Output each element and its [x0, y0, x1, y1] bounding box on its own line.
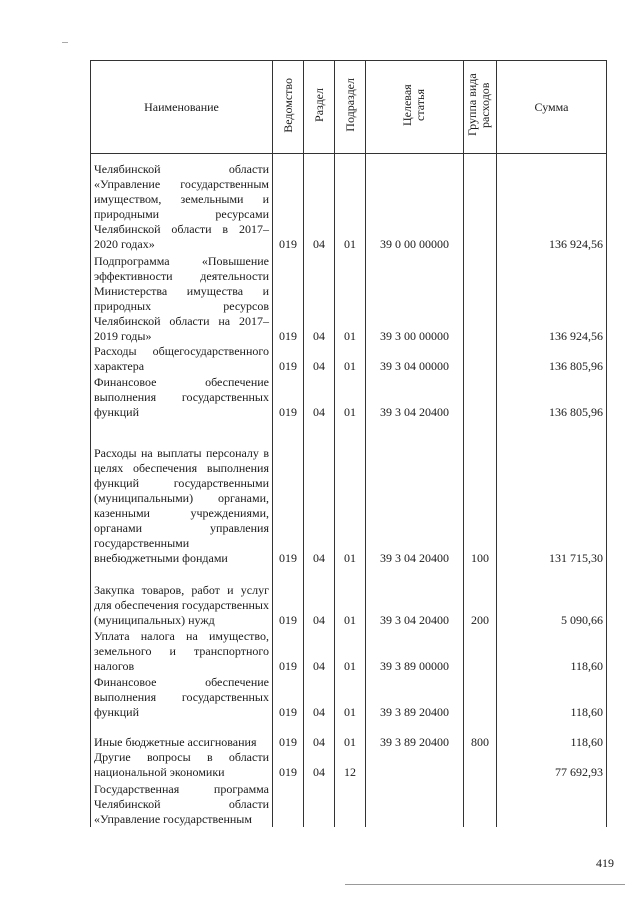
row-group	[464, 374, 497, 420]
header-amount: Сумма	[497, 61, 607, 154]
row-section: 04	[304, 374, 335, 420]
row-section	[304, 780, 335, 827]
table-row	[91, 252, 607, 344]
table-row	[91, 154, 607, 252]
header-target-article: Целевая статья	[366, 61, 464, 154]
row-subsection: 01	[335, 674, 366, 720]
row-section: 04	[304, 750, 335, 780]
row-dept	[273, 780, 304, 827]
header-section: Раздел	[304, 61, 335, 154]
table-row	[91, 628, 607, 674]
row-article	[366, 780, 464, 827]
row-section: 04	[304, 628, 335, 674]
row-article: 39 3 89 20400	[366, 720, 464, 750]
row-article: 39 3 89 20400	[366, 674, 464, 720]
row-name: Иные бюджетные ассигнования	[91, 720, 273, 750]
scan-mark	[62, 42, 68, 43]
row-dept: 019	[273, 674, 304, 720]
row-name: Закупка товаров, работ и услуг для обеспечения государственных (муниципальных) нужд	[91, 566, 273, 628]
table-row	[91, 674, 607, 720]
row-name: Расходы общегосударственного характера	[91, 344, 273, 374]
row-dept: 019	[273, 750, 304, 780]
row-name: Государственная программа Челябинской области «Управление государственным	[91, 780, 273, 827]
row-group	[464, 674, 497, 720]
header-name: Наименование	[91, 61, 273, 154]
row-dept: 019	[273, 720, 304, 750]
table-header-row	[91, 61, 607, 154]
row-name: Расходы на выплаты персоналу в целях обеспечения выполнения функций государственными (муниципальными) органами, казенными учреждениями, органами управления государственными внебюджетными фондами	[91, 420, 273, 566]
row-group	[464, 780, 497, 827]
row-subsection: 01	[335, 344, 366, 374]
row-subsection: 01	[335, 154, 366, 252]
row-subsection: 01	[335, 628, 366, 674]
row-article: 39 3 04 20400	[366, 420, 464, 566]
row-subsection: 12	[335, 750, 366, 780]
row-article	[366, 750, 464, 780]
header-dept: Ведомство	[273, 61, 304, 154]
row-article: 39 3 89 00000	[366, 628, 464, 674]
row-section: 04	[304, 720, 335, 750]
row-amount: 136 805,96	[497, 344, 607, 374]
row-group: 200	[464, 566, 497, 628]
row-name: Челябинской области «Управление государственным имуществом, земельными и природными ресурсами Челябинской области в 2017–2020 годах»	[91, 154, 273, 252]
table-row	[91, 566, 607, 628]
row-section: 04	[304, 252, 335, 344]
row-group: 100	[464, 420, 497, 566]
row-amount: 118,60	[497, 628, 607, 674]
row-name: Финансовое обеспечение выполнения государственных функций	[91, 674, 273, 720]
row-group	[464, 252, 497, 344]
row-section: 04	[304, 344, 335, 374]
row-amount: 131 715,30	[497, 420, 607, 566]
row-subsection: 01	[335, 720, 366, 750]
row-dept: 019	[273, 252, 304, 344]
row-amount: 77 692,93	[497, 750, 607, 780]
row-group	[464, 628, 497, 674]
table-row	[91, 720, 607, 750]
row-article: 39 3 04 00000	[366, 344, 464, 374]
row-dept: 019	[273, 344, 304, 374]
row-dept: 019	[273, 628, 304, 674]
row-section: 04	[304, 420, 335, 566]
row-subsection: 01	[335, 420, 366, 566]
row-amount: 5 090,66	[497, 566, 607, 628]
row-dept: 019	[273, 420, 304, 566]
row-article: 39 3 00 00000	[366, 252, 464, 344]
row-name: Финансовое обеспечение выполнения государственных функций	[91, 374, 273, 420]
table-row	[91, 344, 607, 374]
table-row	[91, 374, 607, 420]
header-subsection: Подраздел	[335, 61, 366, 154]
row-amount: 136 924,56	[497, 154, 607, 252]
row-dept: 019	[273, 154, 304, 252]
row-article: 39 3 04 20400	[366, 374, 464, 420]
footer-rule	[345, 884, 625, 885]
row-group	[464, 344, 497, 374]
row-section: 04	[304, 154, 335, 252]
page-number: 419	[596, 856, 614, 870]
row-subsection: 01	[335, 252, 366, 344]
row-amount	[497, 780, 607, 827]
row-name: Уплата налога на имущество, земельного и транспортного налогов	[91, 628, 273, 674]
row-article: 39 0 00 00000	[366, 154, 464, 252]
row-subsection: 01	[335, 566, 366, 628]
row-amount: 136 805,96	[497, 374, 607, 420]
row-amount: 118,60	[497, 674, 607, 720]
row-name: Подпрограмма «Повышение эффективности деятельности Министерства имущества и природных ресурсов Челябинской области на 2017–2019 годы»	[91, 252, 273, 344]
row-dept: 019	[273, 566, 304, 628]
table-row	[91, 420, 607, 566]
row-section: 04	[304, 566, 335, 628]
row-dept: 019	[273, 374, 304, 420]
row-group	[464, 154, 497, 252]
row-group: 800	[464, 720, 497, 750]
header-expense-group: Группа вида расходов	[464, 61, 497, 154]
table-row	[91, 780, 607, 827]
row-amount: 118,60	[497, 720, 607, 750]
table-row	[91, 750, 607, 780]
row-group	[464, 750, 497, 780]
row-name: Другие вопросы в области национальной экономики	[91, 750, 273, 780]
row-section: 04	[304, 674, 335, 720]
row-article: 39 3 04 20400	[366, 566, 464, 628]
row-subsection: 01	[335, 374, 366, 420]
budget-table	[90, 60, 607, 827]
row-amount: 136 924,56	[497, 252, 607, 344]
row-subsection	[335, 780, 366, 827]
